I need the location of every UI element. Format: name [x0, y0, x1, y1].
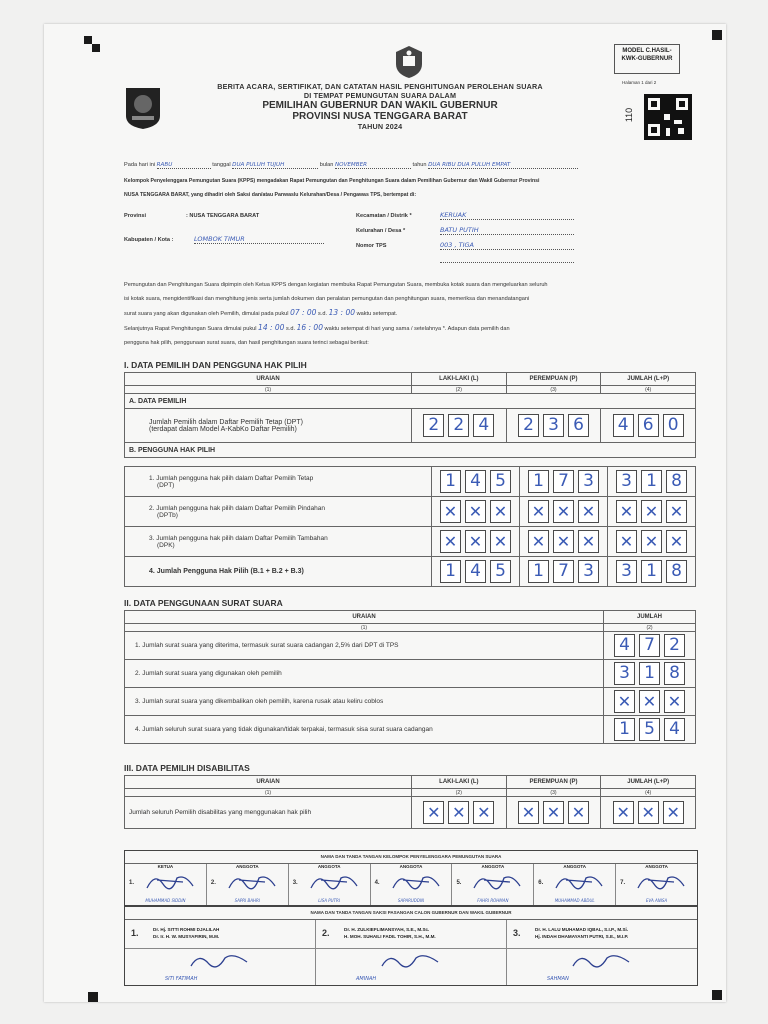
kelurahan-value: BATU PUTIH [440, 226, 574, 235]
digit-box[interactable]: 4 [465, 560, 486, 583]
section-a-title: A. DATA PEMILIH [125, 394, 696, 409]
pengguna-l [432, 527, 520, 557]
intro-line [124, 162, 696, 169]
col-uraian: URAIAN [125, 776, 412, 789]
signature-scribble [552, 870, 608, 892]
kecamatan-value: KERUAK [440, 211, 574, 220]
digit-box[interactable]: ✕ [465, 530, 486, 553]
signature-scribble [376, 950, 446, 974]
surat-suara-j [604, 632, 696, 660]
digit-box[interactable]: ✕ [578, 530, 599, 553]
dpt-l [412, 409, 507, 443]
count-start-time: 14 : 00 [258, 323, 285, 332]
signature-scribble [225, 870, 281, 892]
index-cell: (3) [506, 386, 601, 394]
procedure-text [124, 278, 696, 350]
pengguna-j [608, 527, 696, 557]
procedure-line3 [124, 306, 696, 321]
pengguna-label-line2: (DPK) [157, 541, 175, 549]
pengguna-label [125, 467, 432, 497]
signer-role: ANGGOTA [317, 864, 341, 869]
table-row [125, 527, 696, 557]
registration-mark [88, 992, 98, 1002]
candidate-1: Dr. H. ZULKIEFLIMANSYAH, S.E., M.Sc. [344, 927, 430, 932]
form-title [150, 82, 610, 131]
tps-value: 003 , TIGA [440, 241, 574, 250]
digit-box[interactable]: ✕ [663, 801, 684, 824]
kpps-signature-cell [125, 864, 207, 905]
saksi-number: 2. [322, 928, 330, 938]
pengguna-label-line1: 1. Jumlah pengguna hak pilih dalam Daftar Pemilih Tetap [149, 474, 314, 482]
digit-box[interactable]: 1 [528, 470, 549, 493]
digit-box[interactable]: ✕ [473, 801, 494, 824]
index-cell: (4) [601, 386, 696, 394]
dpt-p [506, 409, 601, 443]
signer-number: 7. [620, 880, 626, 886]
digit-box[interactable]: ✕ [614, 690, 635, 713]
title-line-5: TAHUN 2024 [357, 122, 403, 131]
table-row [125, 557, 696, 587]
pengguna-label-line1: 3. Jumlah pengguna hak pilih dalam Daftar Pemilih Tambahan [149, 534, 328, 542]
table-row [125, 632, 696, 660]
digit-box[interactable]: 7 [553, 470, 574, 493]
digit-box[interactable]: ✕ [440, 530, 461, 553]
sd-label-2: s.d. [286, 326, 296, 332]
digit-box[interactable]: ✕ [641, 530, 662, 553]
index-cell: (2) [412, 789, 507, 797]
digit-box[interactable]: 6 [568, 414, 589, 437]
table-row [125, 716, 696, 744]
digit-box[interactable]: 2 [423, 414, 444, 437]
pengguna-j [608, 497, 696, 527]
section1-b-table [124, 466, 696, 587]
end-time: 13 : 00 [328, 308, 355, 317]
registration-mark [712, 30, 722, 40]
surat-suara-j [604, 660, 696, 688]
digit-box[interactable]: 2 [518, 414, 539, 437]
digit-box[interactable]: ✕ [518, 801, 539, 824]
digit-box[interactable]: ✕ [490, 500, 511, 523]
digit-box[interactable]: ✕ [613, 801, 634, 824]
col-perempuan: PEREMPUAN (P) [506, 373, 601, 386]
hari-value: RABU [157, 162, 211, 169]
dpt-label [125, 409, 412, 443]
digit-box[interactable]: ✕ [568, 801, 589, 824]
signer-role: ANGGOTA [235, 864, 259, 869]
surat-suara-j [604, 716, 696, 744]
digit-box[interactable]: 1 [639, 662, 660, 685]
pengguna-p [520, 557, 608, 587]
kpps-signature-cell [207, 864, 289, 905]
digit-box[interactable]: ✕ [664, 690, 685, 713]
count-end-time: 16 : 00 [296, 323, 323, 332]
kecamatan-label: Kecamatan / Distrik * [356, 213, 412, 219]
kpps-signature-box [124, 850, 698, 906]
digit-box[interactable]: 7 [553, 560, 574, 583]
table-row [125, 688, 696, 716]
signature-scribble [143, 870, 199, 892]
provinsi-value: : NUSA TENGGARA BARAT [186, 213, 260, 219]
col-jumlah: JUMLAH [604, 611, 696, 624]
digit-box[interactable]: ✕ [490, 530, 511, 553]
col-perempuan: PEREMPUAN (P) [506, 776, 601, 789]
kpps-signature-cell [452, 864, 534, 905]
sd-label-1: s.d. [318, 311, 328, 317]
surat-suara-label: 4. Jumlah seluruh surat suara yang tidak digunakan/tidak terpakai, termasuk sisa surat suara cadangan [125, 716, 604, 744]
dpt-j [601, 409, 696, 443]
index-cell: (1) [125, 386, 412, 394]
pengguna-label-line2: (DPT) [157, 481, 175, 489]
kpps-signature-cell [616, 864, 697, 905]
pengguna-p [520, 467, 608, 497]
digit-box[interactable]: 1 [528, 560, 549, 583]
signer-name: SAPARUDDIN [397, 898, 425, 903]
digit-box[interactable]: ✕ [616, 530, 637, 553]
tahun-label: tahun [412, 162, 427, 168]
digit-box[interactable]: 1 [641, 470, 662, 493]
col-uraian: URAIAN [125, 373, 412, 386]
digit-box[interactable]: 3 [578, 470, 599, 493]
disabilitas-j [601, 797, 696, 829]
section-b-title: B. PENGGUNA HAK PILIH [125, 443, 696, 458]
kabupaten-value: LOMBOK TIMUR [194, 235, 324, 244]
digit-box[interactable]: ✕ [553, 530, 574, 553]
digit-box[interactable]: 8 [666, 560, 687, 583]
saksi-signature-cell [316, 920, 507, 985]
saksi-signature-cell [125, 920, 316, 985]
index-cell: (2) [604, 624, 696, 632]
procedure-line2: isi kotak suara, mengidentifikasi dan menghitung jenis serta jumlah dokumen dan peralatan pemungutan dan penghitungan suara, memeriksa dan menandatangani [124, 296, 530, 302]
signer-role: KETUA [157, 864, 174, 869]
digit-box[interactable]: 1 [440, 560, 461, 583]
pengguna-label [125, 527, 432, 557]
signer-name: SAPRI BAHRI [234, 898, 260, 903]
digit-box[interactable]: ✕ [440, 500, 461, 523]
signer-name: EVA ANISA [645, 898, 668, 903]
procedure-line4-pre: Selanjutnya Rapat Penghitungan Suara dimulai pukul [124, 326, 257, 332]
surat-suara-j [604, 688, 696, 716]
saksi-signature-box [124, 906, 698, 986]
digit-box[interactable]: ✕ [423, 801, 444, 824]
kpps-text [124, 174, 696, 202]
col-laki: LAKI-LAKI (L) [412, 373, 507, 386]
digit-box[interactable]: 3 [543, 414, 564, 437]
index-cell: (1) [125, 624, 604, 632]
digit-box[interactable]: 3 [614, 662, 635, 685]
digit-box[interactable]: ✕ [528, 500, 549, 523]
kpps-signature-header: NAMA DAN TANDA TANGAN KELOMPOK PENYELENGGARA PEMUNGUTAN SUARA [125, 851, 697, 864]
surat-suara-label: 1. Jumlah surat suara yang diterima, termasuk surat suara cadangan 2,5% dari DPT di TPS [125, 632, 604, 660]
registration-mark [84, 36, 92, 44]
signature-scribble [389, 870, 445, 892]
candidate-1: Dr. H. LALU MUHAMAD IQBAL, S.I.P., M.Si. [535, 927, 629, 932]
signer-number: 6. [538, 880, 544, 886]
registration-mark [712, 990, 722, 1000]
kpu-logo-icon [392, 44, 426, 80]
digit-box[interactable]: 1 [641, 560, 662, 583]
tanggal-label: tanggal [212, 162, 231, 168]
candidate-2: H. MOH. SUHAILI FADIL TOHIR, S.H., M.M. [344, 934, 436, 939]
digit-box[interactable]: 8 [666, 470, 687, 493]
signer-number: 5. [456, 880, 462, 886]
dpt-label-line2: (terdapat dalam Model A-KabKo Daftar Pemilih) [149, 425, 297, 433]
qr-code-icon [644, 94, 692, 140]
digit-box[interactable]: 2 [664, 634, 685, 657]
pengguna-label-line1: 2. Jumlah pengguna hak pilih dalam Daftar Pemilih Pindahan [149, 504, 325, 512]
signer-number: 1. [129, 880, 135, 886]
kpps-signature-cell [289, 864, 371, 905]
digit-box[interactable]: 5 [639, 718, 660, 741]
kpps-signature-row [125, 864, 697, 905]
kelurahan-label: Kelurahan / Desa * [356, 228, 406, 234]
digit-box[interactable]: 4 [613, 414, 634, 437]
kpps-signature-cell [534, 864, 616, 905]
section1-table [124, 372, 696, 458]
index-cell: (2) [412, 386, 507, 394]
digit-box[interactable]: 1 [614, 718, 635, 741]
digit-box[interactable]: ✕ [641, 500, 662, 523]
digit-box[interactable]: ✕ [616, 500, 637, 523]
tahun-value: DUA RIBU DUA PULUH EMPAT [428, 162, 578, 169]
tps-label: Nomor TPS [356, 243, 387, 249]
pengguna-label [125, 557, 432, 587]
digit-box[interactable]: ✕ [448, 801, 469, 824]
digit-box[interactable]: ✕ [543, 801, 564, 824]
section3-table [124, 775, 696, 829]
col-uraian: URAIAN [125, 611, 604, 624]
saksi-signature-cell [507, 920, 697, 985]
signer-name: MUHAMMAD SIDDIN [145, 898, 186, 903]
col-jumlah: JUMLAH (L+P) [601, 776, 696, 789]
registration-mark [92, 44, 100, 52]
pengguna-label-line1: 4. Jumlah Pengguna Hak Pilih (B.1 + B.2 + B.3) [149, 568, 304, 575]
disabilitas-label: Jumlah seluruh Pemilih disabilitas yang menggunakan hak pilih [125, 797, 412, 829]
digit-box[interactable]: ✕ [666, 500, 687, 523]
pengguna-j [608, 467, 696, 497]
pengguna-label-line2: (DPTb) [157, 511, 178, 519]
signer-role: ANGGOTA [399, 864, 423, 869]
kpps-signature-cell [371, 864, 453, 905]
start-time: 07 : 00 [290, 308, 317, 317]
table-row [125, 660, 696, 688]
candidate-1: Dr. Hj. SITTI ROHMI DJALILAH [153, 927, 220, 932]
pengguna-p [520, 497, 608, 527]
procedure-line1: Pemungutan dan Penghitungan Suara dipimpin oleh Ketua KPPS dengan kegiatan membuka Rapat Pemungutan Suara, membuka kotak suara dan mengeluarkan seluruh [124, 282, 548, 288]
tanggal-value: DUA PULUH TUJUH [232, 162, 318, 169]
digit-box[interactable]: 2 [448, 414, 469, 437]
section1-title: I. DATA PEMILIH DAN PENGGUNA HAK PILIH [124, 360, 307, 370]
digit-box[interactable]: 0 [663, 414, 684, 437]
table-row [125, 497, 696, 527]
surat-suara-label: 2. Jumlah surat suara yang digunakan oleh pemilih [125, 660, 604, 688]
digit-box[interactable]: ✕ [528, 530, 549, 553]
saksi-name: SAHMAN [547, 976, 569, 982]
disabilitas-p [506, 797, 601, 829]
provinsi-label: Provinsi [124, 213, 147, 219]
digit-box[interactable]: 5 [490, 560, 511, 583]
digit-box[interactable]: 3 [616, 560, 637, 583]
candidate-2: Dr. Ir. H. W. MUSYAFIRIN, M.M. [153, 934, 220, 939]
title-line-2: DI TEMPAT PEMUNGUTAN SUARA DALAM [303, 91, 457, 100]
digit-box[interactable]: 3 [616, 470, 637, 493]
signature-scribble [307, 870, 363, 892]
procedure-line4-post: waktu setempat di hari yang sama / setelahnya *. Adapun data pemilih dan [324, 326, 510, 332]
index-cell: (4) [601, 789, 696, 797]
digit-box[interactable]: 1 [440, 470, 461, 493]
procedure-line4 [124, 321, 696, 336]
index-cell: (1) [125, 789, 412, 797]
digit-box[interactable]: 8 [664, 662, 685, 685]
section3-title: III. DATA PEMILIH DISABILITAS [124, 763, 250, 773]
bulan-value: NOVEMBER [335, 162, 411, 169]
bulan-label: bulan [319, 162, 334, 168]
page-info: Halaman 1 dari 2 [622, 80, 657, 85]
model-code: MODEL C.HASIL-KWK-GUBERNUR [614, 44, 680, 74]
digit-box[interactable]: ✕ [553, 500, 574, 523]
side-number: 110 [624, 107, 635, 123]
disabilitas-l [412, 797, 507, 829]
signature-scribble [567, 950, 637, 974]
section2-title: II. DATA PENGGUNAAN SURAT SUARA [124, 598, 283, 608]
pengguna-l [432, 467, 520, 497]
digit-box[interactable]: 4 [614, 634, 635, 657]
signer-number: 4. [374, 880, 380, 886]
digit-box[interactable]: ✕ [666, 530, 687, 553]
pengguna-l [432, 497, 520, 527]
blank-line [440, 262, 574, 263]
index-cell: (3) [506, 789, 601, 797]
digit-box[interactable]: 6 [638, 414, 659, 437]
saksi-number: 3. [513, 928, 521, 938]
pengguna-p [520, 527, 608, 557]
col-jumlah: JUMLAH (L+P) [601, 373, 696, 386]
signer-name: LISA PUTRI [318, 898, 340, 903]
signer-role: ANGGOTA [481, 864, 505, 869]
candidate-2: Hj. INDAH DHAMAYANTI PUTRI, S.E., M.I.P. [535, 934, 629, 939]
signer-name: MUHAMMAD ABDUL [554, 898, 595, 903]
signer-role: ANGGOTA [645, 864, 668, 869]
col-laki: LAKI-LAKI (L) [412, 776, 507, 789]
signer-number: 3. [292, 880, 298, 886]
signature-scribble [185, 950, 255, 974]
pengguna-label [125, 497, 432, 527]
pengguna-l [432, 557, 520, 587]
digit-box[interactable]: ✕ [639, 690, 660, 713]
signer-name: FAHRI ROHMAN [477, 898, 509, 903]
saksi-name: SITI FATIMAH [165, 976, 198, 982]
digit-box[interactable]: 4 [465, 470, 486, 493]
digit-box[interactable]: 5 [490, 470, 511, 493]
title-line-1: BERITA ACARA, SERTIFIKAT, DAN CATATAN HASIL PENGHITUNGAN PEROLEHAN SUARA [217, 82, 543, 91]
digit-box[interactable]: ✕ [578, 500, 599, 523]
pada-hari-label: Pada hari ini [124, 162, 156, 168]
procedure-line3-pre: surat suara yang akan digunakan oleh Pemilih, dimulai pada pukul [124, 311, 289, 317]
digit-box[interactable]: 3 [578, 560, 599, 583]
digit-box[interactable]: ✕ [638, 801, 659, 824]
procedure-line5: pengguna hak pilih, penggunaan surat suara, dan hasil penghitungan suara terinci sebagai berikut: [124, 340, 369, 346]
section2-table [124, 610, 696, 744]
surat-suara-label: 3. Jumlah surat suara yang dikembalikan oleh pemilih, karena rusak atau keliru coblos [125, 688, 604, 716]
kpps-text-line1: Kelompok Penyelenggara Pemungutan Suara (KPPS) mengadakan Rapat Pemungutan dan Penghitungan Suara dalam Pemilihan Gubernur dan Wakil Gubernur Provinsi [124, 178, 540, 184]
title-line-3: PEMILIHAN GUBERNUR DAN WAKIL GUBERNUR [262, 100, 498, 111]
signature-scribble [470, 870, 526, 892]
kpps-text-line2: NUSA TENGGARA BARAT, yang dihadiri oleh Saksi dan/atau Panwaslu Kelurahan/Desa / Pengawas TPS, bertempat di: [124, 192, 417, 198]
saksi-signature-row [125, 920, 697, 985]
title-line-4: PROVINSI NUSA TENGGARA BARAT [292, 111, 468, 122]
signer-number: 2. [210, 880, 216, 886]
kabupaten-label: Kabupaten / Kota : [124, 237, 174, 243]
signature-scribble [634, 870, 690, 892]
signer-role: ANGGOTA [563, 864, 587, 869]
saksi-number: 1. [131, 928, 139, 938]
dpt-label-line1: Jumlah Pemilih dalam Daftar Pemilih Tetap (DPT) [149, 418, 303, 426]
procedure-line3-post: waktu setempat. [356, 311, 398, 317]
pengguna-j [608, 557, 696, 587]
digit-box[interactable]: ✕ [465, 500, 486, 523]
table-row [125, 467, 696, 497]
saksi-signature-header: NAMA DAN TANDA TANGAN SAKSI PASANGAN CALON GUBERNUR DAN WAKIL GUBERNUR [125, 907, 697, 920]
digit-box[interactable]: 4 [473, 414, 494, 437]
digit-box[interactable]: 7 [639, 634, 660, 657]
saksi-name: AMINAH [356, 976, 377, 982]
digit-box[interactable]: 4 [664, 718, 685, 741]
